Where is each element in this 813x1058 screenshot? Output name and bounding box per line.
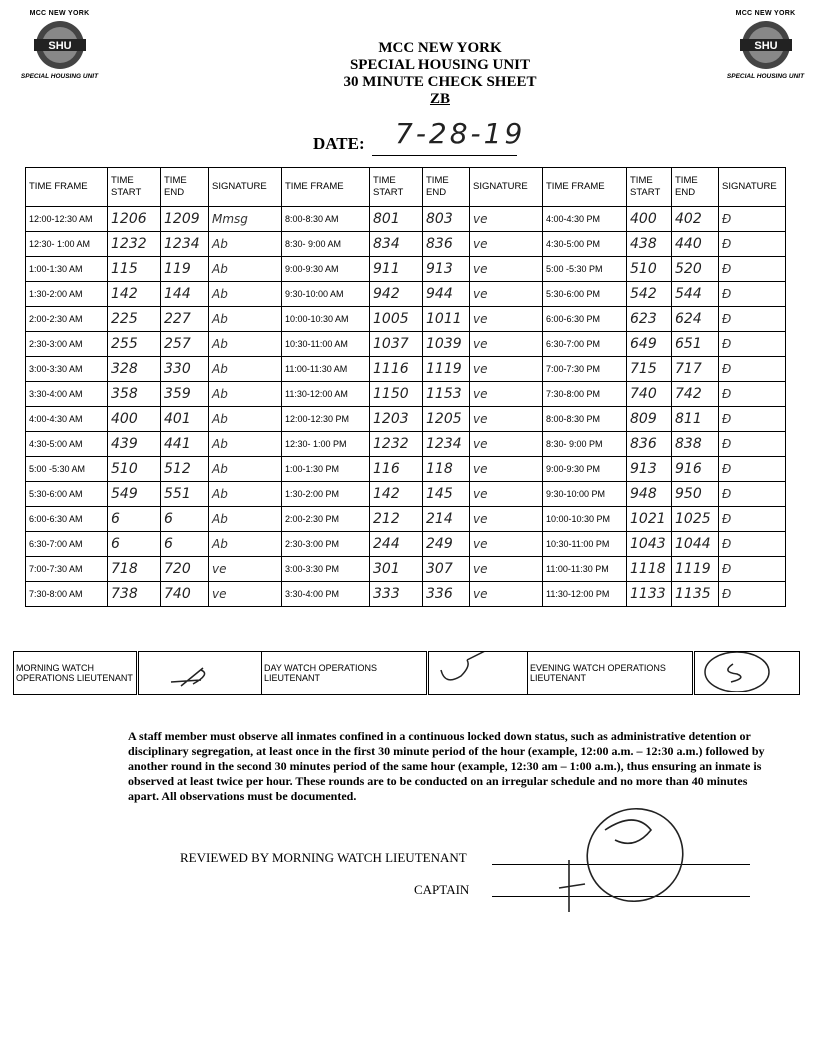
- signature-cell: Ab: [209, 357, 282, 382]
- table-row: [26, 382, 786, 407]
- signature-cell: ve: [470, 482, 543, 507]
- time-frame-cell: 3:30-4:00 PM: [282, 582, 370, 607]
- signature-cell: Ɖ: [719, 582, 786, 607]
- signature-cell: Ab: [209, 432, 282, 457]
- day-watch-label: DAY WATCH OPERATIONS LIEUTENANT: [262, 652, 428, 695]
- logo-top-text: MCC NEW YORK: [735, 10, 796, 17]
- table-row: [26, 532, 786, 557]
- time-end-cell: 520: [672, 257, 719, 282]
- shu-badge-icon: [738, 19, 794, 71]
- time-start-cell: 1232: [108, 232, 161, 257]
- time-frame-cell: 10:00-10:30 PM: [543, 507, 627, 532]
- morning-watch-signature: [138, 652, 262, 695]
- time-frame-cell: 7:00-7:30 PM: [543, 357, 627, 382]
- sheet-heading: [250, 40, 630, 108]
- morning-watch-label: MORNING WATCH OPERATIONS LIEUTENANT: [14, 652, 138, 695]
- signature-cell: Ab: [209, 232, 282, 257]
- time-frame-cell: 12:30- 1:00 AM: [26, 232, 108, 257]
- time-frame-cell: 8:30- 9:00 PM: [543, 432, 627, 457]
- time-frame-cell: 4:00-4:30 PM: [543, 207, 627, 232]
- time-end-cell: 441: [161, 432, 209, 457]
- logo-bottom-text: SPECIAL HOUSING UNIT: [726, 73, 805, 80]
- time-end-cell: 916: [672, 457, 719, 482]
- time-frame-cell: 9:00-9:30 PM: [543, 457, 627, 482]
- signature-cell: Ab: [209, 332, 282, 357]
- time-frame-cell: 12:30- 1:00 PM: [282, 432, 370, 457]
- time-end-cell: 1044: [672, 532, 719, 557]
- time-start-cell: 115: [108, 257, 161, 282]
- time-start-cell: 913: [627, 457, 672, 482]
- time-frame-cell: 12:00-12:30 PM: [282, 407, 370, 432]
- table-row: [26, 557, 786, 582]
- handwritten-signature-icon: [431, 652, 525, 692]
- evening-watch-signature: [694, 652, 800, 695]
- shu-badge-icon: [32, 19, 88, 71]
- time-start-cell: 1005: [370, 307, 423, 332]
- table-row: [26, 332, 786, 357]
- time-start-cell: 225: [108, 307, 161, 332]
- time-start-cell: 358: [108, 382, 161, 407]
- time-end-cell: 402: [672, 207, 719, 232]
- signature-cell: Ɖ: [719, 282, 786, 307]
- time-end-cell: 838: [672, 432, 719, 457]
- time-frame-cell: 3:30-4:00 AM: [26, 382, 108, 407]
- signature-cell: Ɖ: [719, 557, 786, 582]
- time-end-cell: 1209: [161, 207, 209, 232]
- time-end-cell: 1011: [423, 307, 470, 332]
- table-row: [26, 232, 786, 257]
- time-end-cell: 1205: [423, 407, 470, 432]
- time-frame-cell: 9:30-10:00 PM: [543, 482, 627, 507]
- time-start-cell: 255: [108, 332, 161, 357]
- time-end-cell: 307: [423, 557, 470, 582]
- time-start-cell: 649: [627, 332, 672, 357]
- time-end-cell: 944: [423, 282, 470, 307]
- signature-cell: Ɖ: [719, 207, 786, 232]
- unit-code: ZB: [429, 91, 450, 107]
- time-start-cell: 1150: [370, 382, 423, 407]
- time-frame-cell: 11:00-11:30 PM: [543, 557, 627, 582]
- time-frame-cell: 2:00-2:30 PM: [282, 507, 370, 532]
- signature-cell: Ɖ: [719, 532, 786, 557]
- time-frame-cell: 6:30-7:00 AM: [26, 532, 108, 557]
- table-row: [26, 432, 786, 457]
- table-row: [26, 307, 786, 332]
- time-end-cell: 551: [161, 482, 209, 507]
- time-start-cell: 1118: [627, 557, 672, 582]
- time-frame-cell: 9:00-9:30 AM: [282, 257, 370, 282]
- table-row: [26, 457, 786, 482]
- time-frame-cell: 8:00-8:30 AM: [282, 207, 370, 232]
- logo-bottom-text: SPECIAL HOUSING UNIT: [20, 73, 99, 80]
- time-end-cell: 440: [672, 232, 719, 257]
- time-start-cell: 801: [370, 207, 423, 232]
- time-start-cell: 718: [108, 557, 161, 582]
- time-start-cell: 510: [108, 457, 161, 482]
- time-frame-cell: 8:00-8:30 PM: [543, 407, 627, 432]
- time-end-cell: 249: [423, 532, 470, 557]
- signature-cell: Ab: [209, 382, 282, 407]
- time-end-cell: 1153: [423, 382, 470, 407]
- time-frame-cell: 9:30-10:00 AM: [282, 282, 370, 307]
- signature-cell: ve: [470, 432, 543, 457]
- time-start-cell: 333: [370, 582, 423, 607]
- signature-cell: Ab: [209, 257, 282, 282]
- time-end-cell: 227: [161, 307, 209, 332]
- signature-cell: ve: [470, 382, 543, 407]
- time-start-cell: 301: [370, 557, 423, 582]
- time-end-cell: 119: [161, 257, 209, 282]
- signature-cell: Ɖ: [719, 482, 786, 507]
- time-start-cell: 948: [627, 482, 672, 507]
- time-start-cell: 623: [627, 307, 672, 332]
- time-start-cell: 400: [627, 207, 672, 232]
- time-start-cell: 715: [627, 357, 672, 382]
- signature-cell: Ɖ: [719, 407, 786, 432]
- shu-logo-left: [12, 10, 107, 80]
- column-header: TIME FRAME: [26, 168, 108, 207]
- signature-cell: Ab: [209, 532, 282, 557]
- date-value: 7-28-19: [395, 117, 526, 150]
- time-end-cell: 742: [672, 382, 719, 407]
- time-frame-cell: 2:30-3:00 AM: [26, 332, 108, 357]
- captain-label: CAPTAIN: [414, 882, 470, 897]
- time-frame-cell: 6:00-6:30 PM: [543, 307, 627, 332]
- instructions-paragraph: A staff member must observe all inmates confined in a continuous locked down status, such as administrative detention or disciplinary segregation, at least once in the first 30 minute period of the hour (example, 12:00 a.m. – 12:30 a.m.) followed by another round in the second 30 minutes period of the same hour (example, 12:30 am – 1:00 a.m.), thus ensuring an inmate is observed at least twice per hour. These rounds are to be conducted on an irregular schedule and no more than 40 minutes apart. All observations must be documented.: [128, 729, 765, 803]
- column-header: TIME END: [423, 168, 470, 207]
- time-frame-cell: 10:30-11:00 PM: [543, 532, 627, 557]
- signature-cell: Ab: [209, 307, 282, 332]
- signature-cell: ve: [470, 507, 543, 532]
- time-frame-cell: 5:30-6:00 AM: [26, 482, 108, 507]
- time-start-cell: 911: [370, 257, 423, 282]
- signature-cell: ve: [470, 457, 543, 482]
- time-frame-cell: 7:30-8:00 PM: [543, 382, 627, 407]
- table-row: [26, 357, 786, 382]
- signature-cell: ve: [470, 532, 543, 557]
- table-header-row: [26, 168, 786, 207]
- time-frame-cell: 4:30-5:00 PM: [543, 232, 627, 257]
- signature-cell: Ab: [209, 482, 282, 507]
- time-end-cell: 950: [672, 482, 719, 507]
- time-start-cell: 740: [627, 382, 672, 407]
- time-start-cell: 142: [370, 482, 423, 507]
- signature-cell: ve: [470, 357, 543, 382]
- date-label: DATE:: [313, 134, 365, 153]
- table-row: [26, 207, 786, 232]
- time-end-cell: 1039: [423, 332, 470, 357]
- table-row: [26, 582, 786, 607]
- signature-cell: Ɖ: [719, 357, 786, 382]
- signature-cell: Ɖ: [719, 457, 786, 482]
- time-start-cell: 542: [627, 282, 672, 307]
- time-end-cell: 624: [672, 307, 719, 332]
- signature-cell: ve: [470, 332, 543, 357]
- column-header: TIME START: [627, 168, 672, 207]
- time-start-cell: 1116: [370, 357, 423, 382]
- time-start-cell: 942: [370, 282, 423, 307]
- table-row: [26, 407, 786, 432]
- time-end-cell: 740: [161, 582, 209, 607]
- time-end-cell: 913: [423, 257, 470, 282]
- captain-handwritten-signature-icon: [555, 800, 705, 920]
- time-frame-cell: 4:30-5:00 AM: [26, 432, 108, 457]
- time-start-cell: 116: [370, 457, 423, 482]
- time-frame-cell: 12:00-12:30 AM: [26, 207, 108, 232]
- time-start-cell: 1203: [370, 407, 423, 432]
- time-start-cell: 438: [627, 232, 672, 257]
- time-end-cell: 717: [672, 357, 719, 382]
- date-underline: [372, 155, 517, 156]
- signature-cell: Ab: [209, 457, 282, 482]
- column-header: SIGNATURE: [719, 168, 786, 207]
- time-start-cell: 6: [108, 507, 161, 532]
- column-header: SIGNATURE: [470, 168, 543, 207]
- time-frame-cell: 1:30-2:00 PM: [282, 482, 370, 507]
- time-end-cell: 1119: [672, 557, 719, 582]
- check-table: [25, 167, 786, 607]
- time-frame-cell: 6:30-7:00 PM: [543, 332, 627, 357]
- signature-cell: ve: [470, 232, 543, 257]
- time-start-cell: 1021: [627, 507, 672, 532]
- time-frame-cell: 1:00-1:30 PM: [282, 457, 370, 482]
- time-start-cell: 1037: [370, 332, 423, 357]
- signature-cell: ve: [470, 282, 543, 307]
- time-end-cell: 1234: [161, 232, 209, 257]
- time-start-cell: 1206: [108, 207, 161, 232]
- time-frame-cell: 3:00-3:30 AM: [26, 357, 108, 382]
- time-frame-cell: 1:00-1:30 AM: [26, 257, 108, 282]
- signature-cell: ve: [209, 557, 282, 582]
- time-frame-cell: 5:30-6:00 PM: [543, 282, 627, 307]
- signature-cell: ve: [470, 557, 543, 582]
- logo-top-text: MCC NEW YORK: [29, 10, 90, 17]
- time-end-cell: 720: [161, 557, 209, 582]
- time-end-cell: 1025: [672, 507, 719, 532]
- table-row: [26, 282, 786, 307]
- time-frame-cell: 11:30-12:00 PM: [543, 582, 627, 607]
- time-end-cell: 336: [423, 582, 470, 607]
- signature-cell: Ɖ: [719, 257, 786, 282]
- time-start-cell: 1232: [370, 432, 423, 457]
- time-frame-cell: 3:00-3:30 PM: [282, 557, 370, 582]
- time-end-cell: 257: [161, 332, 209, 357]
- time-start-cell: 328: [108, 357, 161, 382]
- time-end-cell: 330: [161, 357, 209, 382]
- time-end-cell: 1234: [423, 432, 470, 457]
- time-start-cell: 244: [370, 532, 423, 557]
- time-frame-cell: 7:30-8:00 AM: [26, 582, 108, 607]
- handwritten-signature-icon: [697, 652, 797, 692]
- handwritten-signature-icon: [141, 652, 259, 692]
- time-frame-cell: 2:00-2:30 AM: [26, 307, 108, 332]
- time-start-cell: 738: [108, 582, 161, 607]
- table-row: [26, 482, 786, 507]
- day-watch-signature: [428, 652, 528, 695]
- time-start-cell: 549: [108, 482, 161, 507]
- time-start-cell: 1133: [627, 582, 672, 607]
- time-start-cell: 510: [627, 257, 672, 282]
- heading-line-2: SPECIAL HOUSING UNIT: [349, 57, 531, 73]
- signature-cell: Ɖ: [719, 232, 786, 257]
- time-start-cell: 212: [370, 507, 423, 532]
- signature-cell: Mmsg: [209, 207, 282, 232]
- time-end-cell: 811: [672, 407, 719, 432]
- signature-cell: ve: [209, 582, 282, 607]
- time-frame-cell: 10:00-10:30 AM: [282, 307, 370, 332]
- time-frame-cell: 8:30- 9:00 AM: [282, 232, 370, 257]
- time-frame-cell: 10:30-11:00 AM: [282, 332, 370, 357]
- time-start-cell: 6: [108, 532, 161, 557]
- signature-cell: ve: [470, 207, 543, 232]
- svg-text:SHU: SHU: [753, 40, 778, 52]
- time-frame-cell: 5:00 -5:30 PM: [543, 257, 627, 282]
- signature-cell: ve: [470, 307, 543, 332]
- evening-watch-label: EVENING WATCH OPERATIONS LIEUTENANT: [528, 652, 694, 695]
- time-start-cell: 834: [370, 232, 423, 257]
- time-start-cell: 809: [627, 407, 672, 432]
- time-start-cell: 836: [627, 432, 672, 457]
- column-header: TIME FRAME: [543, 168, 627, 207]
- time-frame-cell: 1:30-2:00 AM: [26, 282, 108, 307]
- table-body: [26, 207, 786, 607]
- time-frame-cell: 7:00-7:30 AM: [26, 557, 108, 582]
- heading-line-3: 30 MINUTE CHECK SHEET: [343, 74, 537, 90]
- signature-cell: Ab: [209, 507, 282, 532]
- time-start-cell: 400: [108, 407, 161, 432]
- time-end-cell: 145: [423, 482, 470, 507]
- shu-logo-right: [718, 10, 813, 80]
- column-header: TIME END: [672, 168, 719, 207]
- heading-line-1: MCC NEW YORK: [378, 40, 502, 56]
- signature-cell: Ɖ: [719, 332, 786, 357]
- table-row: [26, 257, 786, 282]
- time-end-cell: 6: [161, 532, 209, 557]
- time-frame-cell: 5:00 -5:30 AM: [26, 457, 108, 482]
- time-end-cell: 1119: [423, 357, 470, 382]
- time-end-cell: 803: [423, 207, 470, 232]
- signature-cell: Ab: [209, 407, 282, 432]
- signature-cell: Ab: [209, 282, 282, 307]
- time-end-cell: 118: [423, 457, 470, 482]
- time-end-cell: 214: [423, 507, 470, 532]
- signature-cell: ve: [470, 257, 543, 282]
- svg-text:SHU: SHU: [47, 40, 72, 52]
- reviewed-by-label: REVIEWED BY MORNING WATCH LIEUTENANT: [180, 850, 467, 865]
- time-end-cell: 836: [423, 232, 470, 257]
- time-end-cell: 359: [161, 382, 209, 407]
- column-header: TIME END: [161, 168, 209, 207]
- time-start-cell: 142: [108, 282, 161, 307]
- time-start-cell: 439: [108, 432, 161, 457]
- time-end-cell: 6: [161, 507, 209, 532]
- signature-cell: ve: [470, 407, 543, 432]
- table-row: [26, 507, 786, 532]
- column-header: TIME START: [370, 168, 423, 207]
- time-end-cell: 512: [161, 457, 209, 482]
- time-end-cell: 544: [672, 282, 719, 307]
- time-frame-cell: 11:00-11:30 AM: [282, 357, 370, 382]
- signature-cell: Ɖ: [719, 382, 786, 407]
- column-header: TIME START: [108, 168, 161, 207]
- time-frame-cell: 2:30-3:00 PM: [282, 532, 370, 557]
- signature-cell: Ɖ: [719, 307, 786, 332]
- time-frame-cell: 11:30-12:00 AM: [282, 382, 370, 407]
- time-end-cell: 1135: [672, 582, 719, 607]
- time-frame-cell: 4:00-4:30 AM: [26, 407, 108, 432]
- column-header: SIGNATURE: [209, 168, 282, 207]
- time-start-cell: 1043: [627, 532, 672, 557]
- signature-cell: Ɖ: [719, 432, 786, 457]
- time-frame-cell: 6:00-6:30 AM: [26, 507, 108, 532]
- signature-cell: ve: [470, 582, 543, 607]
- signature-cell: Ɖ: [719, 507, 786, 532]
- time-end-cell: 651: [672, 332, 719, 357]
- time-end-cell: 401: [161, 407, 209, 432]
- column-header: TIME FRAME: [282, 168, 370, 207]
- watch-signoff-table: [13, 651, 800, 695]
- time-end-cell: 144: [161, 282, 209, 307]
